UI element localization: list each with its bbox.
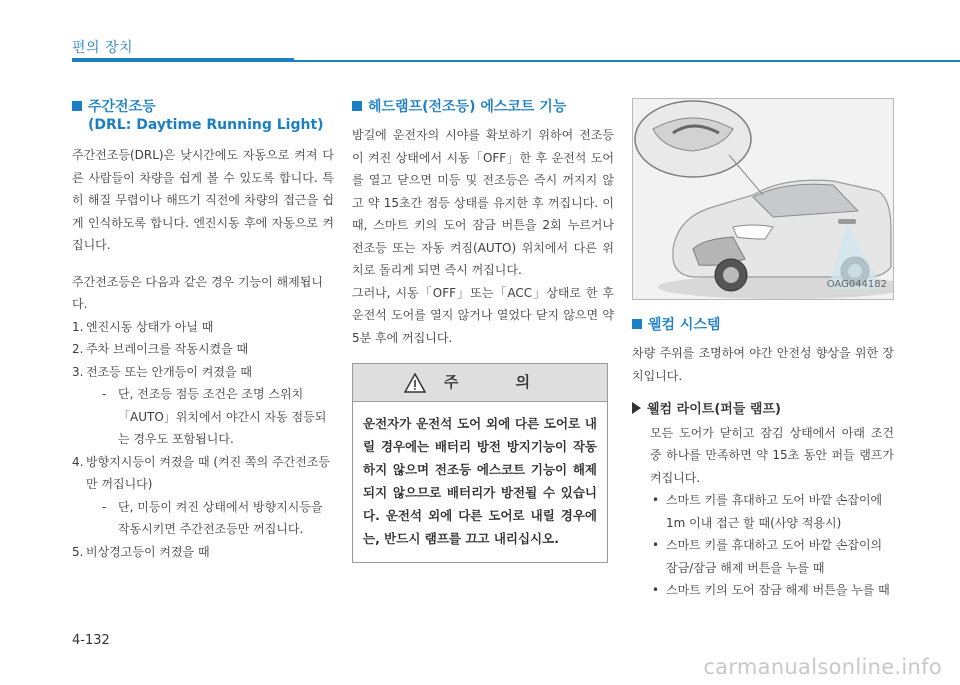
square-bullet-icon [352, 101, 362, 111]
section-subtitle-drl: (DRL: Daytime Running Light) [88, 117, 324, 133]
subsection-title-puddle: 웰컴 라이트(퍼들 램프) [632, 399, 894, 422]
list-item: • 스마트 키를 휴대하고 도어 바깥 손잡이에 1m 이내 접근 할 때(사양 적용시) [652, 493, 883, 530]
caution-title: 주 의 [443, 373, 557, 392]
column-drl [72, 98, 334, 563]
car-illustration [633, 99, 894, 300]
header-rule-thin [294, 60, 960, 62]
list-item: 1. 엔진시동 상태가 아닐 때 [72, 319, 214, 334]
escort-note: 그러나, 시동「OFF」또는「ACC」상태로 한 후 운전석 도어를 열지 않거나 열었다 닫지 않으면 약 5분 후에 꺼집니다. [352, 285, 614, 345]
section-title-escort: 헤드램프(전조등) 에스코트 기능 [352, 98, 614, 116]
drl-disable-list [72, 316, 334, 564]
caution-box [352, 363, 608, 563]
warning-triangle-icon [404, 373, 426, 393]
triangle-bullet-icon [632, 402, 641, 414]
section-title-drl: 주간전조등 [72, 98, 334, 116]
section-title-welcome: 웰컴 시스템 [632, 316, 894, 334]
list-item: 4. 방향지시등이 켜졌을 때 (켜진 쪽의 주간전조등만 꺼집니다) - 단, 미등이 켜진 상태에서 방향지시등을 작동시키면 주간전조등만 꺼집니다. [72, 451, 334, 541]
list-item: 2. 주차 브레이크를 작동시켰을 때 [72, 342, 249, 356]
drl-description: 주간전조등(DRL)은 낮시간에도 자동으로 켜져 다른 사람들이 차량을 쉽게 볼 수 있도록 합니다. 특히 해질 무렵이나 해뜨기 직전에 차량의 접근을 쉽게 인식하도록 합니다. 엔진시동 후에 자동으로 켜집니다. [72, 148, 334, 252]
square-bullet-icon [72, 101, 82, 111]
list-item: 3. 전조등 또는 안개등이 켜졌을 때 - 단, 전조등 점등 조건은 조명 스위치「AUTO」위치에서 야간시 자동 점등되는 경우도 포함됩니다. [72, 361, 334, 451]
caution-text: 운전자가 운전석 도어 외에 다른 도어로 내릴 경우에는 배터리 방전 방지기능이 작동하지 않으며 전조등 에스코트 기능이 해제되지 않으므로 배터리가 방전될 수 있습니다. 운전석 외에 다른 도어로 내릴 경우에는, 반드시 램프를 끄고 내리십시오. [363, 416, 597, 546]
square-bullet-icon [632, 319, 642, 329]
column-welcome [632, 98, 894, 602]
puddle-conditions-list [632, 489, 894, 602]
column-escort [352, 98, 614, 563]
escort-description: 밤길에 운전자의 시야를 확보하기 위하여 전조등이 켜진 상태에서 시동「OFF」한 후 운전석 도어를 열고 닫으면 미등 및 전조등은 즉시 꺼지지 않고 약 15초간 점등 상태를 유지한 후 꺼집니다. 이때, 스마트 키의 도어 잠금 버튼을 2회 누르거나 전조등 또는 자동 켜짐(AUTO) 위치에서 다른 위치로 돌리게 되면 즉시 꺼집니다. [352, 128, 614, 277]
page-number: 4-132 [72, 633, 110, 648]
list-item: • 스마트 키를 휴대하고 도어 바깥 손잡이의 잠금/잠금 해제 버튼을 누를 때 [652, 538, 883, 575]
sub-list-item: - 단, 전조등 점등 조건은 조명 스위치「AUTO」위치에서 야간시 자동 점등되는 경우도 포함됩니다. [102, 387, 327, 446]
watermark: carmanualsonline.info [703, 655, 942, 679]
welcome-description: 차량 주위를 조명하여 야간 안전성 향상을 위한 장치입니다. [632, 346, 894, 383]
image-code: OAG044182 [826, 278, 887, 290]
puddle-description: 모든 도어가 닫히고 잠김 상태에서 아래 조건 중 하나를 만족하면 약 15초 동안 퍼들 램프가 켜집니다. [650, 425, 894, 485]
list-item: • 스마트 키의 도어 잠금 해제 버튼을 누를 때 [652, 583, 890, 597]
chapter-title: 편의 장치 [72, 40, 134, 56]
sub-list-item: - 단, 미등이 켜진 상태에서 방향지시등을 작동시키면 주간전조등만 꺼집니다. [102, 499, 323, 536]
puddle-lamp-illustration [632, 98, 894, 300]
list-item: 5. 비상경고등이 켜졌을 때 [72, 544, 210, 559]
header-rule-bold [72, 58, 294, 62]
caution-header [353, 364, 607, 402]
drl-disable-intro: 주간전조등은 다음과 같은 경우 기능이 해제됩니다. [72, 274, 323, 311]
